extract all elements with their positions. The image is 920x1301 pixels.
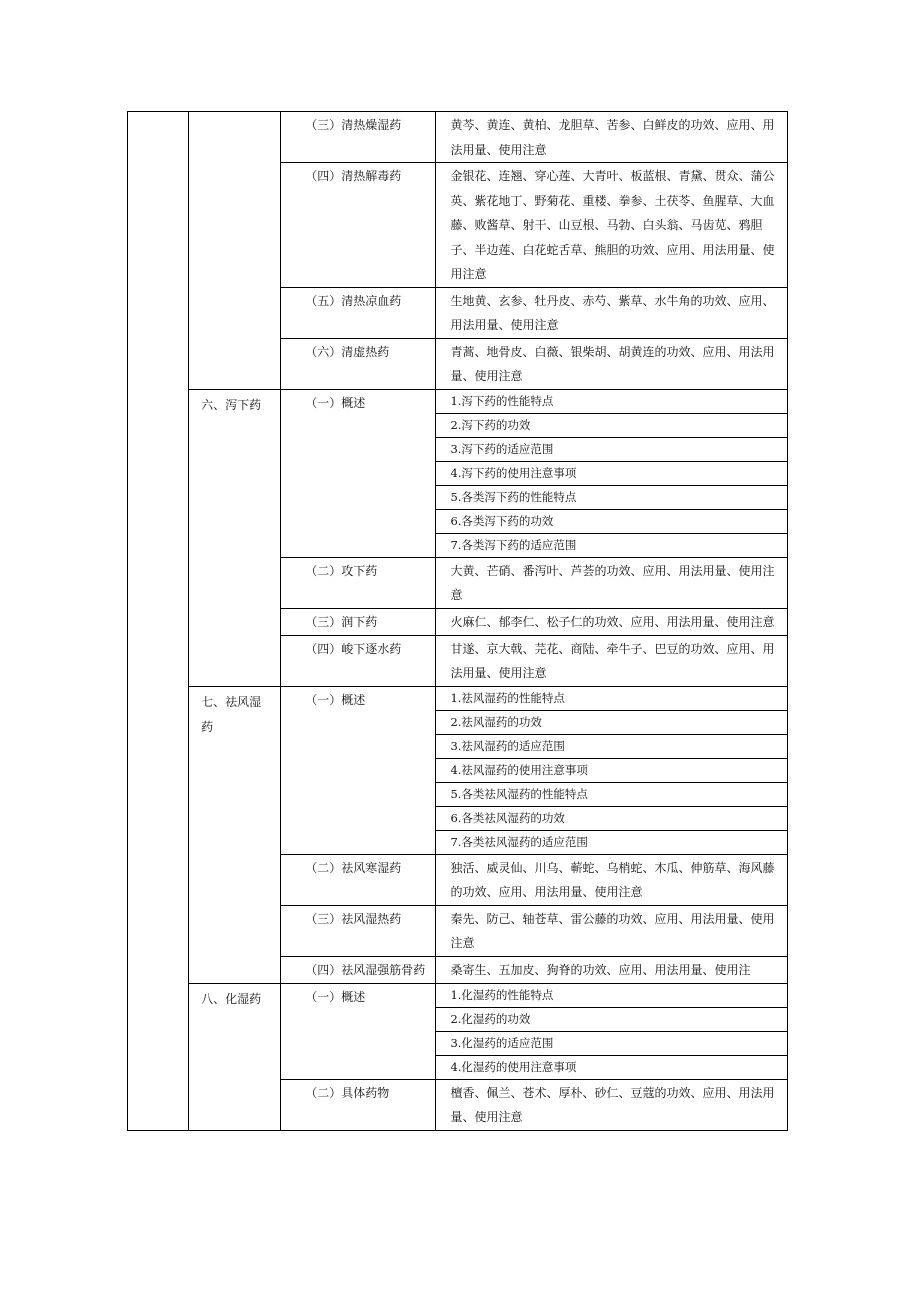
subsection-title: （六）清虚热药 <box>305 344 390 359</box>
subsection-title: （一）概述 <box>305 395 366 410</box>
drug-list: 檀香、佩兰、苍术、厚朴、砂仁、豆蔻的功效、应用、用法用量、使用注意 <box>450 1085 775 1124</box>
content-cell <box>436 686 788 710</box>
outline-point: 2.泻下药的功效 <box>450 417 531 432</box>
subsection-cell <box>281 905 436 956</box>
outline-point: 4.泻下药的使用注意事项 <box>450 465 577 480</box>
outline-point: 6.各类祛风湿药的功效 <box>450 810 565 825</box>
content-cell <box>436 1031 788 1055</box>
outline-point: 7.各类祛风湿药的适应范围 <box>450 834 588 849</box>
subsection-title: （四）清热解毒药 <box>305 169 402 183</box>
content-cell <box>436 557 788 608</box>
content-cell <box>436 112 788 163</box>
subsection-cell <box>281 389 436 557</box>
content-cell <box>436 710 788 734</box>
content-cell <box>436 1055 788 1079</box>
content-cell <box>436 983 788 1007</box>
subsection-title: （二）具体药物 <box>305 1085 390 1100</box>
subsection-cell <box>281 983 436 1079</box>
subsection-title: （四）祛风湿强筋骨药 <box>305 962 426 977</box>
unit-cell <box>189 112 281 390</box>
content-cell <box>436 782 788 806</box>
chapter-cell <box>128 112 189 1131</box>
outline-point: 1.祛风湿药的性能特点 <box>450 690 565 705</box>
content-cell <box>436 389 788 413</box>
subsection-title: （四）峻下逐水药 <box>305 641 402 656</box>
subsection-title: （一）概述 <box>305 692 366 707</box>
drug-list: 青蒿、地骨皮、白薇、银柴胡、胡黄连的功效、应用、用法用量、使用注意 <box>450 344 775 383</box>
syllabus-body <box>128 112 788 1131</box>
subsection-title: （一）概述 <box>305 989 366 1004</box>
unit-title <box>189 112 280 115</box>
content-cell <box>436 533 788 557</box>
syllabus-table <box>127 111 788 1131</box>
outline-point: 2.化湿药的功效 <box>450 1011 531 1026</box>
subsection-cell <box>281 854 436 905</box>
outline-point: 4.祛风湿药的使用注意事项 <box>450 762 588 777</box>
unit-cell <box>189 983 281 1130</box>
subsection-cell <box>281 1079 436 1130</box>
outline-point: 3.祛风湿药的适应范围 <box>450 738 565 753</box>
drug-list: 秦先、防己、轴苍草、雷公藤的功效、应用、用法用量、使用注意 <box>450 911 775 950</box>
content-cell <box>436 905 788 956</box>
subsection-cell <box>281 635 436 686</box>
drug-list: 生地黄、玄参、牡丹皮、赤芍、紫草、水牛角的功效、应用、用法用量、使用注意 <box>450 293 775 332</box>
subsection-cell <box>281 163 436 288</box>
content-cell <box>436 608 788 635</box>
drug-list: 甘遂、京大戟、芫花、商陆、牵牛子、巴豆的功效、应用、用法用量、使用注意 <box>450 641 775 680</box>
content-cell <box>436 806 788 830</box>
subsection-title: （三）润下药 <box>305 614 378 629</box>
subsection-cell <box>281 112 436 163</box>
content-cell <box>436 758 788 782</box>
outline-point: 1.泻下药的性能特点 <box>450 393 554 408</box>
subsection-cell <box>281 287 436 338</box>
content-cell <box>436 734 788 758</box>
subsection-title: （三）清热燥湿药 <box>305 118 402 132</box>
unit-cell <box>189 686 281 983</box>
drug-list: 大黄、芒硝、番泻叶、芦荟的功效、应用、用法用量、使用注意 <box>450 563 775 602</box>
table-row <box>128 389 788 413</box>
subsection-title: （二）攻下药 <box>305 563 378 578</box>
drug-list: 金银花、连翘、穿心莲、大青叶、板蓝根、青黛、贯众、蒲公英、紫花地丁、野菊花、重楼、拳参、土茯苓、鱼腥草、大血藤、败酱草、射干、山豆根、马勃、白头翁、马齿苋、鸦胆子、半边莲、白花蛇舌草、熊胆的功效、应用、用法用量、使用注意 <box>450 169 775 281</box>
subsection-cell <box>281 608 436 635</box>
table-row <box>128 686 788 710</box>
content-cell <box>436 163 788 288</box>
content-cell <box>436 635 788 686</box>
content-cell <box>436 830 788 854</box>
outline-point: 3.泻下药的适应范围 <box>450 441 554 456</box>
subsection-cell <box>281 557 436 608</box>
drug-list: 独活、威灵仙、川乌、蕲蛇、乌梢蛇、木瓜、伸筋草、海风藤的功效、应用、用法用量、使用注意 <box>450 860 775 899</box>
outline-point: 5.各类泻下药的性能特点 <box>450 489 577 504</box>
drug-list: 火麻仁、郁李仁、松子仁的功效、应用、用法用量、使用注意 <box>450 614 775 629</box>
content-cell <box>436 437 788 461</box>
content-cell <box>436 854 788 905</box>
unit-cell <box>189 389 281 686</box>
subsection-title: （二）祛风寒湿药 <box>305 860 402 875</box>
subsection-title: （五）清热凉血药 <box>305 293 402 308</box>
outline-point: 6.各类泻下药的功效 <box>450 513 554 528</box>
unit-title: 六、泻下药 <box>201 397 262 412</box>
outline-point: 1.化湿药的性能特点 <box>450 987 554 1002</box>
content-cell <box>436 287 788 338</box>
subsection-cell <box>281 956 436 983</box>
unit-title: 七、祛风湿药 <box>201 694 262 734</box>
outline-point: 5.各类祛风湿药的性能特点 <box>450 786 588 801</box>
content-cell <box>436 485 788 509</box>
outline-point: 7.各类泻下药的适应范围 <box>450 537 577 552</box>
drug-list: 桑寄生、五加皮、狗脊的功效、应用、用法用量、使用注 <box>450 962 751 977</box>
outline-point: 3.化湿药的适应范围 <box>450 1035 554 1050</box>
unit-title: 八、化湿药 <box>201 991 262 1006</box>
content-cell <box>436 1007 788 1031</box>
content-cell <box>436 1079 788 1130</box>
content-cell <box>436 509 788 533</box>
table-row <box>128 112 788 163</box>
outline-point: 4.化湿药的使用注意事项 <box>450 1059 577 1074</box>
outline-point: 2.祛风湿药的功效 <box>450 714 542 729</box>
subsection-cell <box>281 338 436 389</box>
subsection-title: （三）祛风湿热药 <box>305 911 402 926</box>
table-row <box>128 983 788 1007</box>
subsection-cell <box>281 686 436 854</box>
content-cell <box>436 413 788 437</box>
content-cell <box>436 338 788 389</box>
content-cell <box>436 956 788 983</box>
drug-list: 黄芩、黄连、黄柏、龙胆草、苦参、白鲜皮的功效、应用、用法用量、使用注意 <box>450 118 775 157</box>
content-cell <box>436 461 788 485</box>
